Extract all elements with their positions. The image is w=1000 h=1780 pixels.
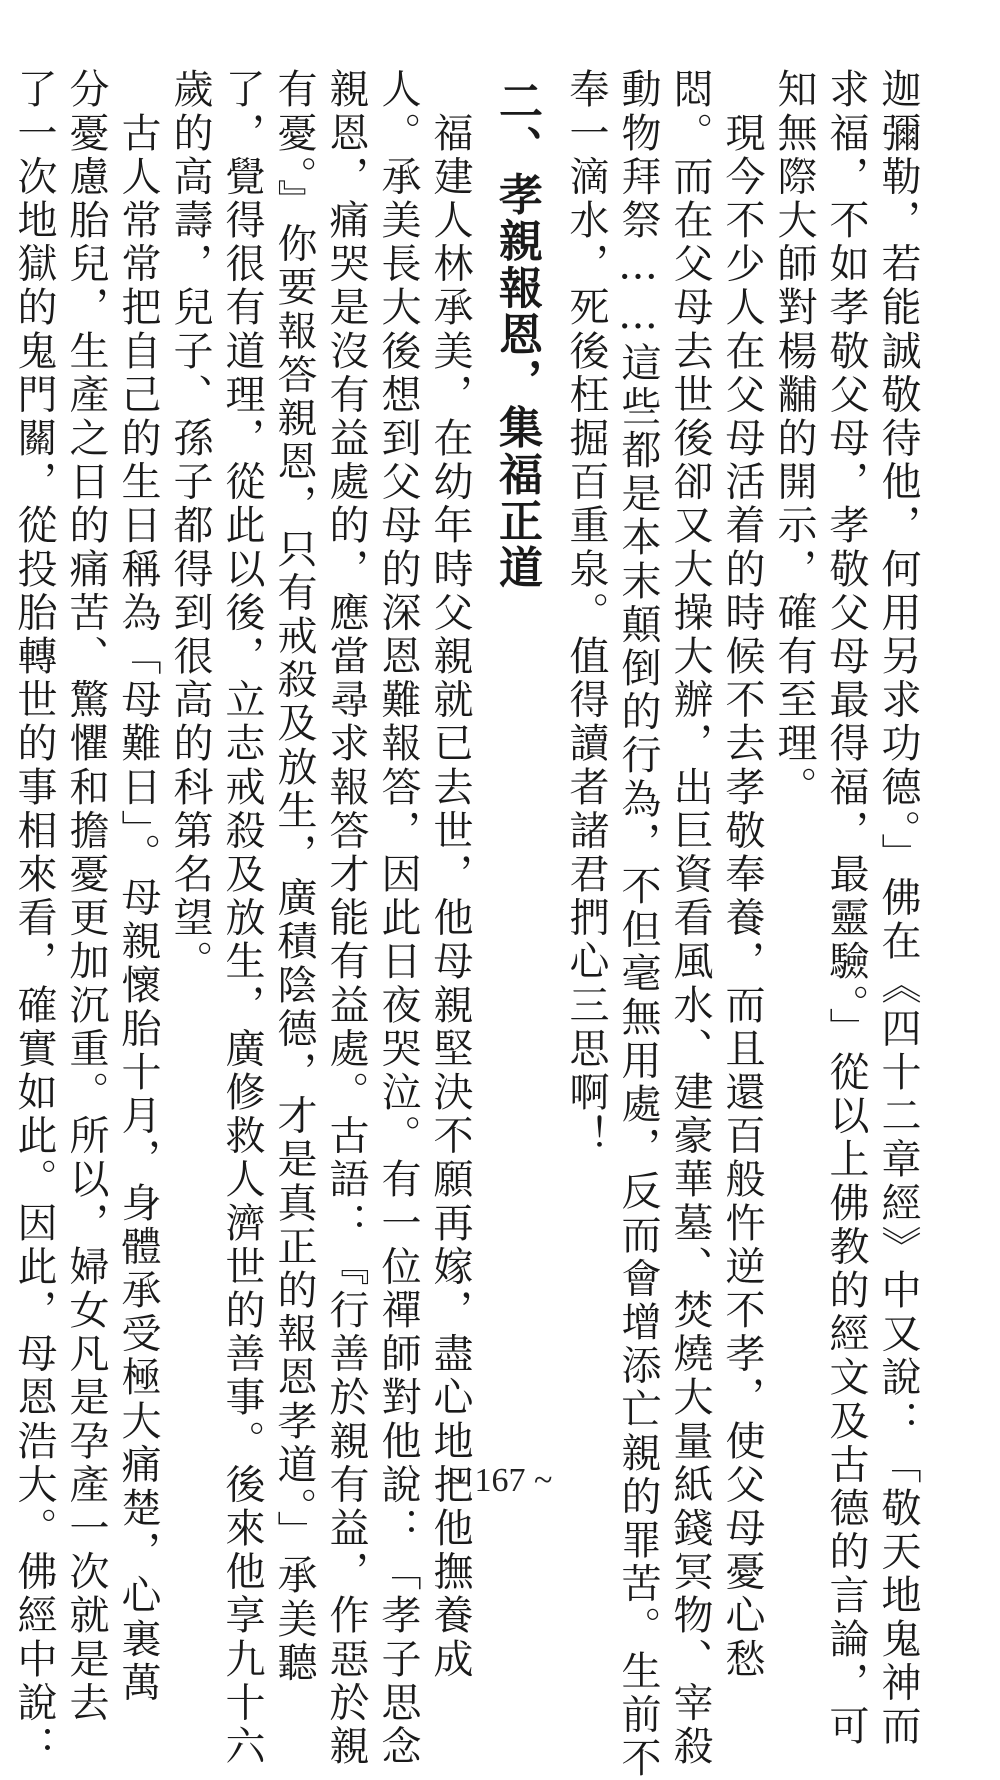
text-column-14: 古人常常把自己的生日稱為「母難日」。母親懷胎十月，身體承受極大痛楚，心裏萬	[115, 68, 161, 1705]
section-heading: 二、孝親報恩，集福正道	[491, 78, 542, 592]
text-column-1: 迦彌勒，若能誠敬待他，何用另求功德。」佛在《四十二章經》中又說：「敬天地鬼神而	[875, 68, 921, 1749]
text-column-11: 有憂。』你要報答親恩，只有戒殺及放生，廣積陰德，才是真正的報恩孝道。」承美聽	[271, 68, 317, 1685]
text-column-6: 動物拜祭……這些都是本末顛倒的行為，不但毫無用處，反而會增添亡親的罪苦。生前不	[615, 68, 661, 1780]
text-column-12: 了，覺得很有道理，從此以後，立志戒殺及放生，廣修救人濟世的善事。後來他享九十六	[219, 68, 265, 1769]
text-column-4: 現今不少人在父母活着的時候不去孝敬奉養，而且還百般忤逆不孝，使父母憂心愁	[719, 68, 765, 1682]
text-column-10: 親恩，痛哭是沒有益處的，應當尋求報答才能有益處。古語：『行善於親有益，作惡於親	[323, 68, 369, 1769]
text-column-9: 人。承美長大後想到父母的深恩難報答，因此日夜哭泣。有一位禪師對他說：「孝子思念	[375, 68, 421, 1769]
text-column-2: 求福，不如孝敬父母，孝敬父母最得福，最靈驗。」從以上佛教的經文及古德的言論，可	[823, 68, 869, 1749]
text-column-16: 了一次地獄的鬼門關，從投胎轉世的事相來看，確實如此。因此，母恩浩大。佛經中說：	[11, 68, 57, 1769]
text-column-15: 分憂慮胎兒，生產之日的痛苦、驚懼和擔憂更加沉重。所以，婦女凡是孕產一次就是去	[63, 68, 109, 1725]
page-number: ~ 167 ~	[447, 1462, 553, 1499]
text-column-5: 悶。而在父母去世後卻又大操大辦，出巨資看風水、建豪華墓、焚燒大量紙錢冥物、宰殺	[667, 68, 713, 1769]
text-column-8: 福建人林承美，在幼年時父親就已去世，他母親堅決不願再嫁，盡心地把他撫養成	[427, 68, 473, 1682]
text-column-7: 奉一滴水，死後枉掘百重泉。值得讀者諸君捫心三思啊！	[563, 68, 609, 1158]
text-column-13: 歲的高壽，兒子、孫子都得到很高的科第名望。	[167, 68, 213, 984]
text-column-3: 知無際大師對楊黼的開示，確有至理。	[771, 68, 817, 810]
